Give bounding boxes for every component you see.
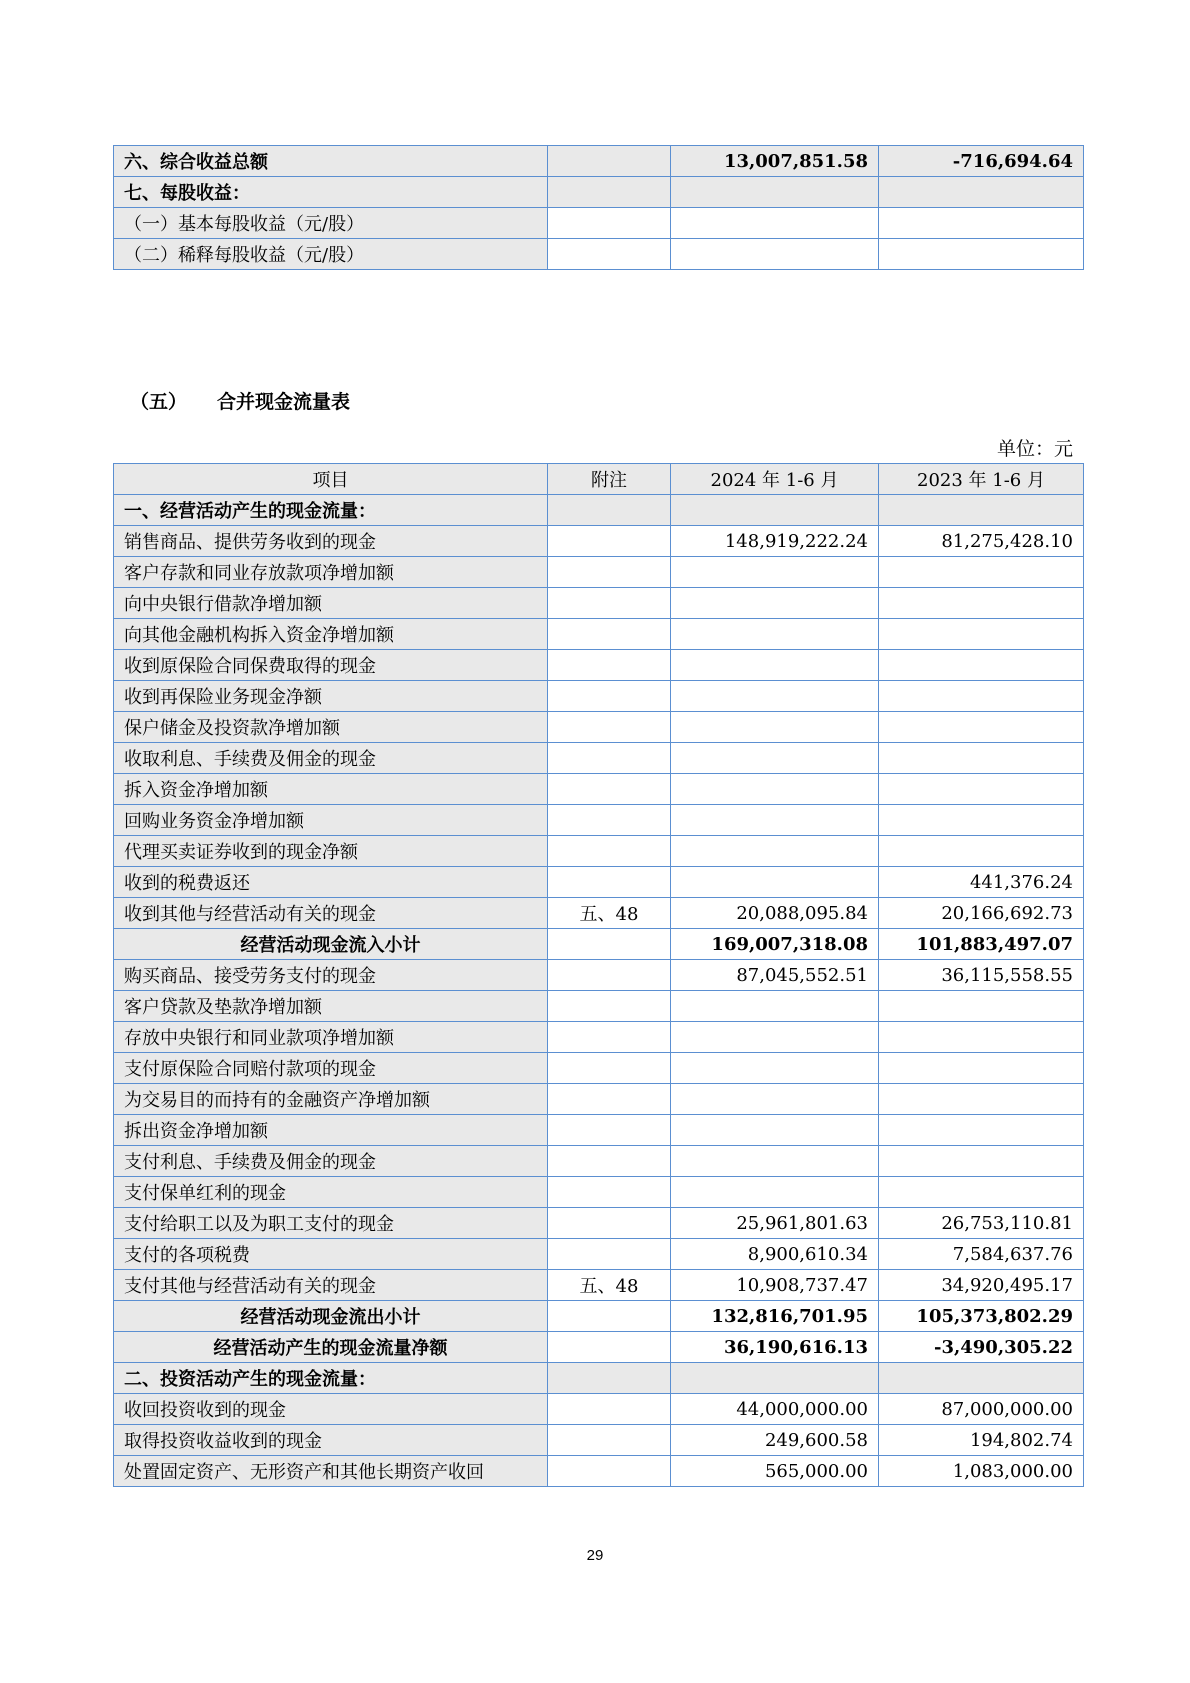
row-prior-value <box>879 588 1084 619</box>
row-note <box>548 836 671 867</box>
row-prior-value <box>879 681 1084 712</box>
row-prior-value <box>879 495 1084 526</box>
row-current-value: 169,007,318.08 <box>671 929 879 960</box>
row-prior-value: 7,584,637.76 <box>879 1239 1084 1270</box>
table-row <box>114 960 1084 991</box>
row-note <box>548 1146 671 1177</box>
row-prior-value <box>879 712 1084 743</box>
row-label: 支付其他与经营活动有关的现金 <box>114 1270 548 1301</box>
row-current-value <box>671 239 879 270</box>
row-note <box>548 1394 671 1425</box>
table-row <box>114 619 1084 650</box>
row-prior-value: 36,115,558.55 <box>879 960 1084 991</box>
row-current-value <box>671 743 879 774</box>
row-label: 向中央银行借款净增加额 <box>114 588 548 619</box>
table-row <box>114 588 1084 619</box>
row-note <box>548 1053 671 1084</box>
row-note <box>548 650 671 681</box>
table-row <box>114 712 1084 743</box>
row-current-value <box>671 1053 879 1084</box>
table-row <box>114 774 1084 805</box>
row-label: 客户贷款及垫款净增加额 <box>114 991 548 1022</box>
table-row <box>114 1177 1084 1208</box>
table-row <box>114 1332 1084 1363</box>
header-note: 附注 <box>548 464 671 495</box>
row-prior-value <box>879 1177 1084 1208</box>
row-note <box>548 146 671 177</box>
header-prior-period: 2023 年 1-6 月 <box>879 464 1084 495</box>
row-note <box>548 960 671 991</box>
row-prior-value <box>879 805 1084 836</box>
section-title: 合并现金流量表 <box>217 391 351 413</box>
row-prior-value: 194,802.74 <box>879 1425 1084 1456</box>
cashflow-table <box>113 463 1084 1487</box>
row-note <box>548 929 671 960</box>
row-prior-value <box>879 650 1084 681</box>
row-note <box>548 495 671 526</box>
row-label: 收到再保险业务现金净额 <box>114 681 548 712</box>
table-row <box>114 867 1084 898</box>
page-number: 29 <box>586 1547 604 1564</box>
row-current-value <box>671 991 879 1022</box>
row-prior-value <box>879 1146 1084 1177</box>
row-label: 六、综合收益总额 <box>114 146 548 177</box>
table-row <box>114 650 1084 681</box>
row-note <box>548 1084 671 1115</box>
row-prior-value: 34,920,495.17 <box>879 1270 1084 1301</box>
row-label: 客户存款和同业存放款项净增加额 <box>114 557 548 588</box>
row-current-value: 565,000.00 <box>671 1456 879 1487</box>
row-note <box>548 681 671 712</box>
table-row <box>114 495 1084 526</box>
row-label: 二、投资活动产生的现金流量： <box>114 1363 548 1394</box>
row-prior-value <box>879 239 1084 270</box>
row-prior-value: -716,694.64 <box>879 146 1084 177</box>
row-prior-value: 81,275,428.10 <box>879 526 1084 557</box>
table-row <box>114 1456 1084 1487</box>
row-current-value: 249,600.58 <box>671 1425 879 1456</box>
row-note <box>548 588 671 619</box>
row-current-value <box>671 712 879 743</box>
row-current-value <box>671 1084 879 1115</box>
row-label: 拆出资金净增加额 <box>114 1115 548 1146</box>
table-row <box>114 743 1084 774</box>
table-row <box>114 1208 1084 1239</box>
row-current-value: 10,908,737.47 <box>671 1270 879 1301</box>
table-row <box>114 991 1084 1022</box>
row-prior-value: 1,083,000.00 <box>879 1456 1084 1487</box>
row-label: 支付的各项税费 <box>114 1239 548 1270</box>
row-current-value: 132,816,701.95 <box>671 1301 879 1332</box>
row-note <box>548 557 671 588</box>
row-prior-value <box>879 774 1084 805</box>
row-label: 经营活动产生的现金流量净额 <box>114 1332 548 1363</box>
table-row <box>114 1115 1084 1146</box>
row-prior-value <box>879 743 1084 774</box>
row-label: 支付原保险合同赔付款项的现金 <box>114 1053 548 1084</box>
table-row <box>114 1146 1084 1177</box>
table-row <box>114 929 1084 960</box>
row-note <box>548 1363 671 1394</box>
row-current-value <box>671 588 879 619</box>
row-note <box>548 526 671 557</box>
row-note <box>548 1177 671 1208</box>
row-prior-value <box>879 991 1084 1022</box>
row-prior-value: 26,753,110.81 <box>879 1208 1084 1239</box>
row-current-value <box>671 836 879 867</box>
row-current-value: 36,190,616.13 <box>671 1332 879 1363</box>
row-current-value <box>671 1146 879 1177</box>
row-note <box>548 239 671 270</box>
row-label: 拆入资金净增加额 <box>114 774 548 805</box>
row-label: （二）稀释每股收益（元/股） <box>114 239 548 270</box>
row-prior-value <box>879 1022 1084 1053</box>
table-row <box>114 1084 1084 1115</box>
table-row <box>114 1270 1084 1301</box>
row-label: 为交易目的而持有的金融资产净增加额 <box>114 1084 548 1115</box>
row-note <box>548 1425 671 1456</box>
income-statement-tail-body <box>114 146 1084 270</box>
row-current-value: 13,007,851.58 <box>671 146 879 177</box>
row-label: 销售商品、提供劳务收到的现金 <box>114 526 548 557</box>
row-note <box>548 867 671 898</box>
table-row <box>114 1394 1084 1425</box>
row-note <box>548 712 671 743</box>
table-row <box>114 1363 1084 1394</box>
income-statement-tail-table <box>113 145 1084 270</box>
row-current-value: 87,045,552.51 <box>671 960 879 991</box>
row-current-value: 8,900,610.34 <box>671 1239 879 1270</box>
row-label: 收取利息、手续费及佣金的现金 <box>114 743 548 774</box>
table-row <box>114 177 1084 208</box>
row-prior-value <box>879 177 1084 208</box>
row-prior-value: 101,883,497.07 <box>879 929 1084 960</box>
row-note <box>548 208 671 239</box>
row-note: 五、48 <box>548 1270 671 1301</box>
row-note <box>548 991 671 1022</box>
row-label: 经营活动现金流入小计 <box>114 929 548 960</box>
row-prior-value <box>879 619 1084 650</box>
row-current-value <box>671 1115 879 1146</box>
row-note: 五、48 <box>548 898 671 929</box>
row-current-value: 148,919,222.24 <box>671 526 879 557</box>
row-note <box>548 1332 671 1363</box>
row-prior-value: 441,376.24 <box>879 867 1084 898</box>
row-label: 购买商品、接受劳务支付的现金 <box>114 960 548 991</box>
table-row <box>114 898 1084 929</box>
row-label: 支付保单红利的现金 <box>114 1177 548 1208</box>
table-row <box>114 1239 1084 1270</box>
row-label: 保户储金及投资款净增加额 <box>114 712 548 743</box>
cashflow-body <box>114 495 1084 1487</box>
row-current-value <box>671 557 879 588</box>
row-note <box>548 1301 671 1332</box>
section-number: （五） <box>130 391 188 413</box>
row-label: 收到原保险合同保费取得的现金 <box>114 650 548 681</box>
row-prior-value: 105,373,802.29 <box>879 1301 1084 1332</box>
row-label: 回购业务资金净增加额 <box>114 805 548 836</box>
row-note <box>548 177 671 208</box>
table-row <box>114 557 1084 588</box>
header-current-period: 2024 年 1-6 月 <box>671 464 879 495</box>
row-current-value: 25,961,801.63 <box>671 1208 879 1239</box>
row-current-value <box>671 177 879 208</box>
table-row <box>114 805 1084 836</box>
row-label: 代理买卖证券收到的现金净额 <box>114 836 548 867</box>
row-label: 一、经营活动产生的现金流量： <box>114 495 548 526</box>
row-prior-value <box>879 557 1084 588</box>
row-prior-value: 87,000,000.00 <box>879 1394 1084 1425</box>
row-label: 经营活动现金流出小计 <box>114 1301 548 1332</box>
row-note <box>548 1115 671 1146</box>
row-label: 处置固定资产、无形资产和其他长期资产收回 <box>114 1456 548 1487</box>
row-label: 存放中央银行和同业款项净增加额 <box>114 1022 548 1053</box>
row-note <box>548 743 671 774</box>
row-prior-value <box>879 1053 1084 1084</box>
row-note <box>548 805 671 836</box>
row-note <box>548 1022 671 1053</box>
table-row <box>114 146 1084 177</box>
row-current-value <box>671 495 879 526</box>
table-row <box>114 1425 1084 1456</box>
row-label: 收到的税费返还 <box>114 867 548 898</box>
unit-label: 单位：元 <box>996 438 1073 460</box>
row-label: 支付给职工以及为职工支付的现金 <box>114 1208 548 1239</box>
row-label: 取得投资收益收到的现金 <box>114 1425 548 1456</box>
row-current-value: 20,088,095.84 <box>671 898 879 929</box>
row-current-value <box>671 1022 879 1053</box>
row-current-value <box>671 650 879 681</box>
row-current-value <box>671 805 879 836</box>
header-item: 项目 <box>114 464 548 495</box>
row-label: 向其他金融机构拆入资金净增加额 <box>114 619 548 650</box>
row-current-value <box>671 867 879 898</box>
row-note <box>548 1239 671 1270</box>
row-prior-value <box>879 208 1084 239</box>
row-prior-value: -3,490,305.22 <box>879 1332 1084 1363</box>
row-prior-value: 20,166,692.73 <box>879 898 1084 929</box>
row-prior-value <box>879 1363 1084 1394</box>
row-current-value <box>671 1177 879 1208</box>
table-row <box>114 208 1084 239</box>
row-label: 收到其他与经营活动有关的现金 <box>114 898 548 929</box>
table-row <box>114 1053 1084 1084</box>
row-note <box>548 1456 671 1487</box>
section-heading <box>130 387 350 414</box>
row-note <box>548 1208 671 1239</box>
row-note <box>548 619 671 650</box>
row-prior-value <box>879 836 1084 867</box>
row-label: 收回投资收到的现金 <box>114 1394 548 1425</box>
table-row <box>114 1022 1084 1053</box>
row-current-value <box>671 208 879 239</box>
row-note <box>548 774 671 805</box>
table-row <box>114 1301 1084 1332</box>
table-row <box>114 239 1084 270</box>
row-current-value <box>671 619 879 650</box>
row-current-value <box>671 681 879 712</box>
row-label: 七、每股收益： <box>114 177 548 208</box>
table-row <box>114 526 1084 557</box>
row-label: 支付利息、手续费及佣金的现金 <box>114 1146 548 1177</box>
row-current-value: 44,000,000.00 <box>671 1394 879 1425</box>
row-label: （一）基本每股收益（元/股） <box>114 208 548 239</box>
cashflow-header-row <box>114 464 1084 495</box>
table-row <box>114 836 1084 867</box>
row-current-value <box>671 774 879 805</box>
table-row <box>114 681 1084 712</box>
row-current-value <box>671 1363 879 1394</box>
row-prior-value <box>879 1084 1084 1115</box>
row-prior-value <box>879 1115 1084 1146</box>
